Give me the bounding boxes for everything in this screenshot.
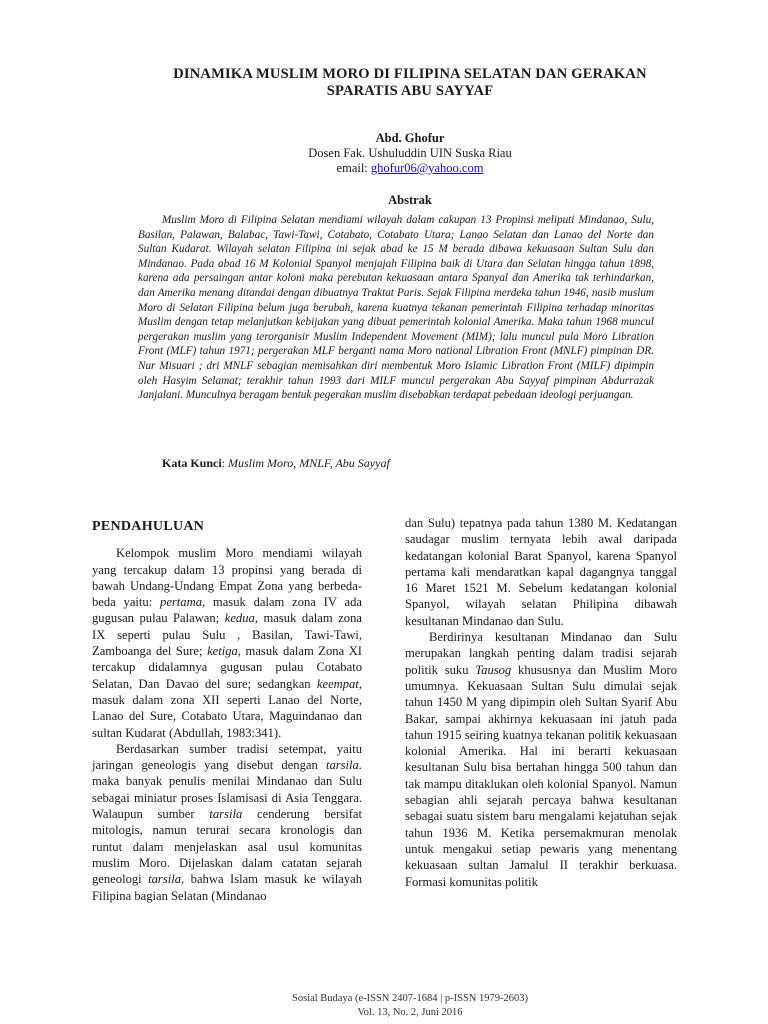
italic-run: tarsila: [148, 872, 182, 887]
paragraph: [92, 741, 362, 904]
text-run: Berdirinya kesultanan Mindanao dan Sulu merupakan langkah penting dalam tradisi sejarah politik suku: [405, 630, 677, 677]
italic-run: kedua: [224, 611, 255, 626]
text-run: cenderung bersifat mitologis, namun terurai secara kronologis dan runtut dalam menjelaskan asal usul komunitas muslim Moro. Dijelaskan dalam catatan sejarah geneologi: [92, 807, 362, 887]
title-line-1: DINAMIKA MUSLIM MORO DI FILIPINA SELATAN DAN GERAKAN: [173, 66, 647, 82]
keywords-sep: :: [221, 456, 229, 470]
keywords-label: Kata Kunci: [162, 456, 222, 470]
text-run: Berdasarkan sumber tradisi setempat, yaitu jaringan geneologis yang disebut dengan: [92, 741, 362, 773]
text-run: , masuk dalam Zona XI tercakup didalamnya gugusan pulau Cotabato Selatan, Dan Davao del sure; sedangkan: [92, 644, 362, 691]
journal-volume: Vol. 13, No. 2, Juni 2016: [357, 1007, 463, 1018]
author-affiliation: Dosen Fak. Ushuluddin UIN Suska Riau: [308, 146, 512, 160]
text-run: , masuk dalam zona IX seperti pulau Sulu , Basilan, Tawi-Tawi, Zamboanga del Sure;: [92, 611, 362, 659]
left-column: [92, 515, 362, 904]
paragraph: [405, 629, 677, 890]
author-name: Abd. Ghofur: [375, 131, 445, 145]
abstract-heading: Abstrak: [388, 193, 432, 207]
section-title: PENDAHULUAN: [92, 519, 205, 534]
author-block: [150, 131, 670, 176]
italic-run: tarsila.: [325, 758, 362, 773]
abstract-text: Muslim Moro di Filipina Selatan mendiami wilayah dalam cakupan 13 Propinsi meliputi Mindanao, Sulu, Basilan, Palawan, Balabac, Tawi-Tawi, Cotabato, Cotabato Utara; Lanao Selatan dan Lanao del Norte dan Sultan Kudarat. Wilayah selatan Filipina ini sejak abad ke 15 M berada dibawa kekuasaan Sultan Sulu dan Mindanao. Pada abad 16 M Kolonial Spanyol menjajah Filipina baik di Utara dan Selatan hingga tahun 1898, karena ada persaingan antar koloni maka perebutan kekuasaan antara Spanyal dan Amerika tak terhindarkan, dan Amerika menang ditandai dengan dibuatnya Traktat Paris. Sejak Filipina merdeka tahun 1946, nasib muslum Moro di Selatan Filipina belum juga berubah, karena kuatnya tekanan pemerintah Filipina terhadap minoritas Muslim dengan tetap melanjutkan kebijakan yang dibuat pemerintah kolonial Amerika. Maka tahun 1968 muncul pergerakan muslim yang terorganisir Muslim Independent Movement (MIM); lalu muncul pula Moro Libration Front (MLF) tahun 1971; pergerakan MLF berganti nama Moro national Libration Front (MNLF) pimpinan DR. Nur Misuari ; dri MNLF sebagian memisahkan diri membentuk Moro Islamic Libration Front (MILF) dipimpin oleh Hasyim Selamat; terakhir tahun 1993 dari MILF muncul pergerakan Abu Sayyaf pimpinan Abdurrazak Janjalani. Munculnya beragam bentuk pegerakan muslim disebabkan terdapat pebedaan ideologi perjuangan.: [138, 214, 654, 402]
text-run: maka banyak penulis menilai Mindanao dan Sulu sebagai miniatur proses Islamisasi di Asia Tenggara. Walaupun sumber: [92, 774, 362, 822]
page-footer: [150, 992, 670, 1020]
text-run: masuk dalam zona IV ada gugusan pulau Palawan;: [92, 595, 362, 626]
text-run: khususnya dan Muslim Moro umumnya. Kekuasaan Sultan Sulu dimulai sejak tahun 1450 M yang dipimpin oleh Sultan Syarif Abu Bakar, sampai akhirnya kekuasaan ini jatuh pada tahun 1915 seiring kuatnya tekanan politik kekuasaan kolonial Amerika. Hal ini berarti kekuasaan kesultanan Sulu bisa bertahan hingga 500 tahun dan tak mampu ditaklukan oleh kolonial Spanyol. Namun sebagian ahli sejarah percaya bahwa kesultanan sebagai suatu sistem baru mengalami kejatuhan sejak tahun 1936 M. Ketika persemakmuran menolak untuk mengakui setiap pewaris yang menentang kekuasaan sultan Jamalul II terakhir berkuasa. Formasi komunitas politik: [405, 662, 677, 889]
text-run: Kelompok muslim Moro mendiami wilayah yang tercakup dalam 13 propinsi yang berada di bawah Undang-Undang Empat Zona yang berbeda-beda yaitu:: [92, 546, 362, 610]
right-column: [405, 515, 677, 890]
email-link[interactable]: ghofur06@yahoo.com: [370, 161, 484, 175]
keywords-value: Muslim Moro, MNLF, Abu Sayyaf: [228, 456, 390, 470]
author-email-line: [150, 161, 670, 176]
keywords: [162, 456, 662, 471]
title-line-2: SPARATIS ABU SAYYAF: [326, 83, 494, 99]
italic-run: keempat,: [316, 676, 362, 691]
email-label: email:: [336, 161, 371, 175]
journal-issn: Sosial Budaya (e-ISSN 2407-1684 | p-ISSN 1979-2603): [291, 993, 528, 1004]
italic-run: ketiga: [207, 644, 238, 659]
text-run: , bahwa Islam masuk ke wilayah Filipina bagian Selatan (Mindanao: [92, 872, 363, 903]
italic-run: tarsila: [209, 807, 243, 822]
italic-run: pertama,: [160, 595, 206, 610]
italic-run: Tausog: [475, 662, 512, 677]
paper-title: [150, 66, 670, 100]
paragraph: dan Sulu) tepatnya pada tahun 1380 M. Kedatangan saudagar muslim ternyata lebih awal daripada kedatangan kolonial Barat Spanyol, karena Spanyol pertama kali mendaratkan kapal dagangnya tanggal 16 Maret 1521 M. Sebelum kedatangan kolonial Spanyol, wilayah selatan Philipina dibawah kesultanan Mindanao dan Sulu.: [405, 516, 677, 628]
text-run: masuk dalam zona XII seperti Lanao del Norte, Lanao del Sure, Cotabato Utara, Maguindanao dan sultan Kudarat (Abdullah, 1983:341).: [92, 692, 362, 740]
paragraph: [92, 545, 362, 741]
